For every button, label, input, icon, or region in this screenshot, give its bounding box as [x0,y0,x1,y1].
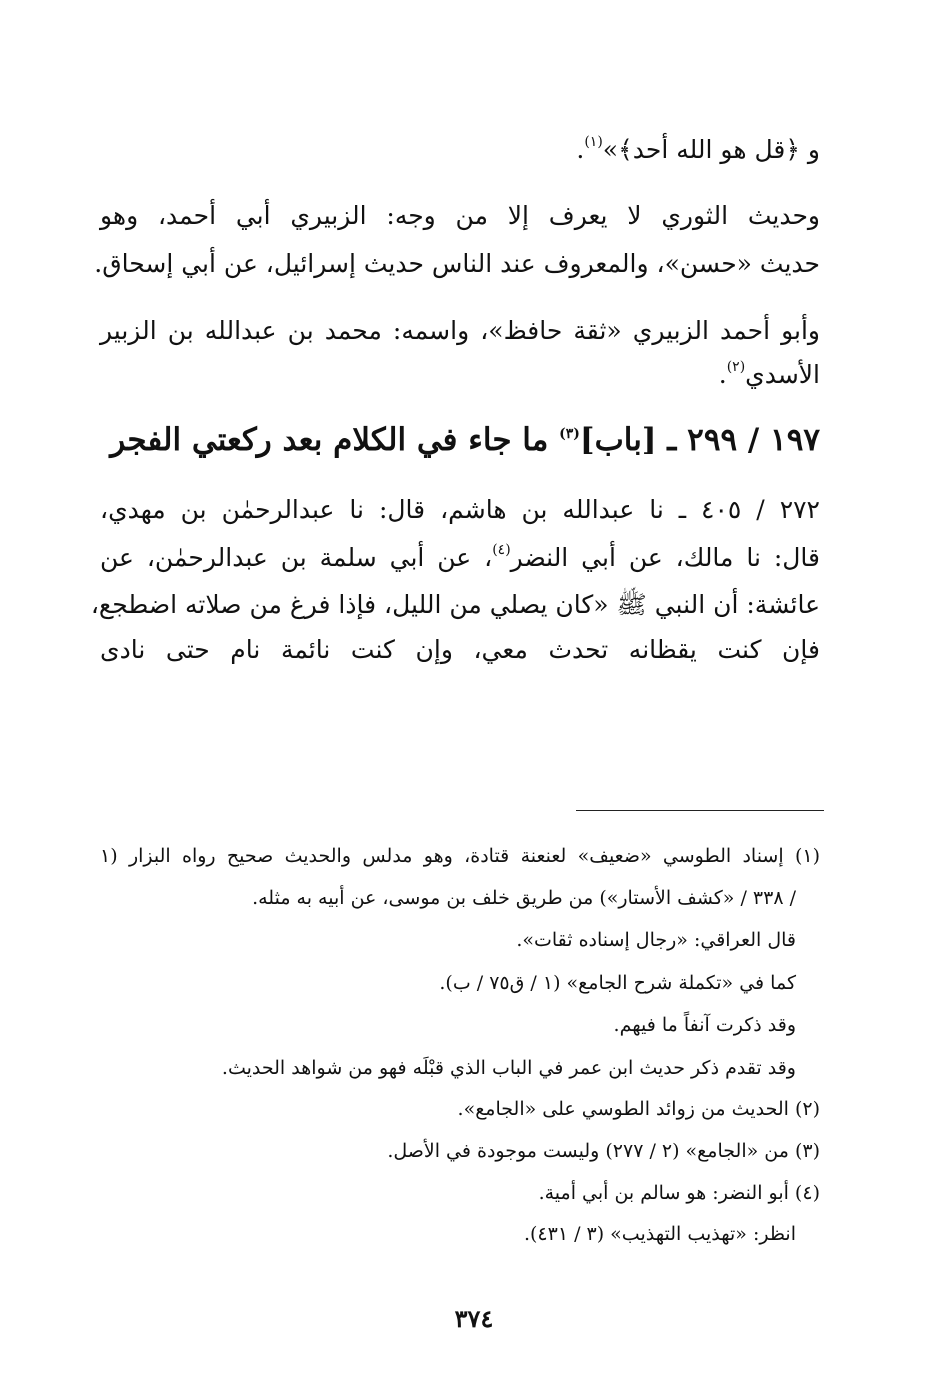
footnote-line: وقد تقدم ذكر حديث ابن عمر في الباب الذي قبْلَه فهو من شواهد الحديث. [221,1057,796,1079]
footnote-ref: (٤) [492,542,511,558]
footnote-line: (٢) الحديث من زوائد الطوسي على «الجامع». [457,1098,820,1120]
text-segment: الأسدي [745,360,820,389]
footnote-separator [576,810,824,811]
heading-title: ما جاء في الكلام بعد ركعتي الفجر [110,422,560,458]
footnote-line: قال العراقي: «رجال إسناده ثقات». [516,929,796,951]
text-line: فإن كنت يقظانه تحدث معي، وإن كنت نائمة نام حتى نادى [100,635,820,664]
text-line [100,541,820,575]
text-segment: قال: نا مالك، عن أبي النضر [510,543,820,572]
footnote-line: (١) إسناد الطوسي «ضعيف» لعنعنة قتادة، وهو مدلس والحديث صحيح رواه البزار (١ [100,845,820,867]
text-segment: . [576,135,585,164]
footnote-line: (٤) أبو النضر: هو سالم بن أبي أمية. [538,1182,820,1204]
text-segment: ، عن أبي سلمة بن عبدالرحمٰن، عن [100,543,493,572]
footnote-ref: (١) [584,134,603,150]
text-line: حديث «حسن»، والمعروف عند الناس حديث إسرائيل، عن أبي إسحاق. [94,249,820,278]
text-segment: و ﴿قل هو الله أحد﴾» [602,135,820,164]
footnote-ref: (٢) [726,359,746,375]
text-line: ٢٧٢ / ٤٠٥ ـ نا عبدالله بن هاشم، قال: نا عبدالرحمٰن بن مهدي، [100,495,820,524]
footnote-line: انظر: «تهذيب التهذيب» (٣ / ٤٣١). [523,1223,796,1245]
text-segment: . [718,360,727,389]
text-line: عائشة: أن النبي ﷺ «كان يصلي من الليل، فإذا فرغ من صلاته اضطجع، [90,590,820,619]
text-line [100,133,820,167]
footnote-line: / ٣٣٨ / «كشف الأستار») من طريق خلف بن موسى، عن أبيه به مثله. [252,887,796,909]
chapter-heading [110,418,820,462]
text-line: وأبو أحمد الزبيري «ثقة حافظ»، واسمه: محمد بن عبدالله بن الزبير [100,316,820,345]
heading-number: ١٩٧ / ٢٩٩ ـ [باب] [579,422,820,458]
footnote-line: (٣) من «الجامع» (٢ / ٢٧٧) وليست موجودة في الأصل. [387,1140,820,1162]
footnote-line: كما في «تكملة شرح الجامع» (١ / ق٧٥ / ب). [439,972,796,994]
footnote-line: وقد ذكرت آنفاً ما فيهم. [613,1014,796,1036]
page-number: ٣٧٤ [454,1304,494,1333]
footnote-ref: (٣) [559,426,580,442]
text-line: وحديث الثوري لا يعرف إلا من وجه: الزبيري أبي أحمد، وهو [100,201,820,230]
text-line [100,358,820,392]
